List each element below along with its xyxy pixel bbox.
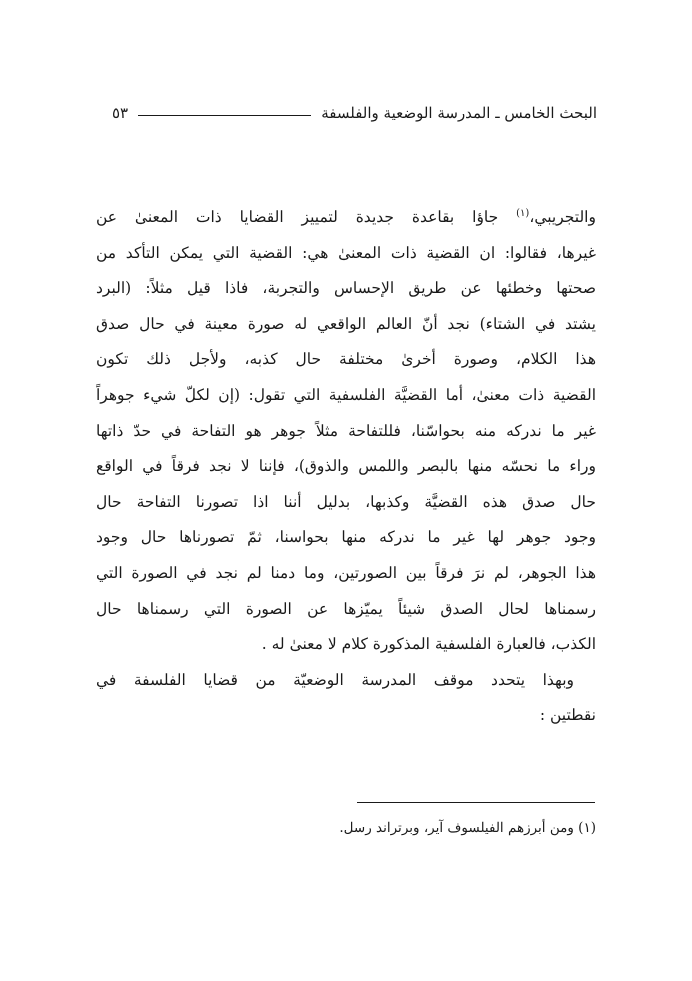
- body-line: هذا الجوهر، لم نرَ فرقاً بين الصورتين، وما دمنا لم نجد في الصورة التي: [96, 563, 596, 582]
- body-line: غير ما ندركه منه بحواسّنا، فللتفاحة مثلاً جوهر هو التفاحة في حدّ ذاتها: [96, 421, 596, 440]
- body-line: هذا الكلام، وصورة أخرىٰ مختلفة حال كذبه، ولأجل ذلك تكون: [96, 350, 596, 369]
- footnote-rule: [357, 802, 595, 803]
- body-line-text: جاؤا بقاعدة جديدة لتمييز القضايا ذات المعنىٰ عن: [96, 208, 499, 226]
- body-line: يشتد في الشتاء) نجد أنّ العالم الواقعي له صورة معينة في حال صدق: [96, 314, 596, 333]
- body-line: وبهذا يتحدد موقف المدرسة الوضعيّة من قضايا الفلسفة في: [96, 670, 574, 689]
- body-line: وراء ما نحسّه منها بالبصر واللمس والذوق)، فإننا لا نجد فرقاً في الواقع: [96, 457, 596, 476]
- footnote-reference: (١): [516, 208, 530, 219]
- body-line: غيرها، فقالوا: ان القضية ذات المعنىٰ هي: القضية التي يمكن التأكد من: [96, 243, 596, 262]
- body-line: القضية ذات معنىٰ، أما القضيَّة الفلسفية التي تقول: (إن لكلّ شيء جوهراً: [96, 385, 596, 404]
- body-line-text: والتجريبي،: [529, 208, 596, 226]
- running-header-title: البحث الخامس ـ المدرسة الوضعية والفلسفة: [321, 104, 597, 122]
- footnote-marker: (١): [578, 820, 596, 836]
- page-number: ٥٣: [112, 104, 129, 122]
- body-line: وجود جوهر لها غير ما ندركه منها بحواسنا، ثمّ تصورناها حال وجود: [96, 528, 596, 547]
- body-line: رسمناها لحال الصدق شيئاً يميّزها عن الصورة التي رسمناها حال: [96, 599, 596, 618]
- body-line: نقطتين :: [539, 706, 596, 725]
- running-header: [112, 98, 597, 128]
- body-text: [96, 200, 596, 734]
- body-line: الكذب، فالعبارة الفلسفية المذكورة كلام لا معنىٰ له .: [261, 635, 596, 654]
- footnote-text: ومن أبرزهم الفيلسوف آير، وبرتراند رسل.: [339, 820, 574, 836]
- body-line: [96, 200, 596, 236]
- running-header-rule: [138, 115, 311, 116]
- body-line: حال صدق هذه القضيَّة وكذبها، بدليل أننا اذا تصورنا التفاحة حال: [96, 492, 596, 511]
- footnote: [96, 817, 596, 839]
- body-line: صحتها وخطئها عن طريق الإحساس والتجربة، فاذا قيل مثلاً: (البرد: [96, 279, 596, 298]
